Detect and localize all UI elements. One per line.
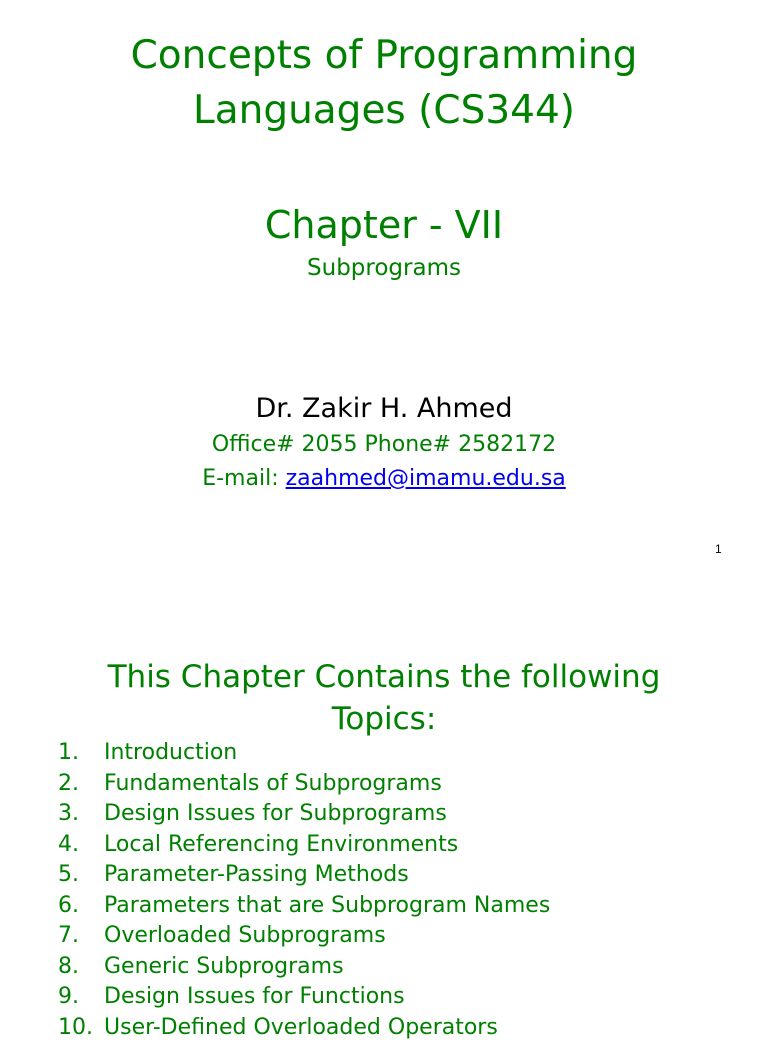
list-item-label: User-Defined Overloaded Operators: [104, 1015, 498, 1040]
course-title: [0, 28, 768, 138]
list-item-label: Design Issues for Functions: [104, 984, 405, 1009]
list-item: [58, 952, 550, 983]
list-item: [58, 738, 550, 769]
topic-list: [58, 738, 550, 1043]
list-item-number: 1.: [58, 738, 104, 769]
list-item: [58, 830, 550, 861]
list-item-number: 3.: [58, 799, 104, 830]
course-title-line2: Languages (CS344): [0, 83, 768, 138]
list-item-label: Local Referencing Environments: [104, 832, 458, 857]
list-item-number: 6.: [58, 891, 104, 922]
list-item-label: Introduction: [104, 740, 237, 765]
office-phone: Office# 2055 Phone# 2582172: [0, 428, 768, 462]
topics-heading-line2: Topics:: [0, 698, 768, 740]
email-label: E-mail:: [202, 466, 278, 491]
list-item-label: Overloaded Subprograms: [104, 923, 386, 948]
list-item-label: Parameter-Passing Methods: [104, 862, 409, 887]
list-item: [58, 982, 550, 1013]
list-item-label: Parameters that are Subprogram Names: [104, 893, 550, 918]
list-item-label: Design Issues for Subprograms: [104, 801, 447, 826]
list-item-number: 8.: [58, 952, 104, 983]
list-item: [58, 769, 550, 800]
chapter-title: Chapter - VII: [0, 203, 768, 247]
list-item-number: 10.: [58, 1013, 104, 1043]
list-item-label: Generic Subprograms: [104, 954, 344, 979]
list-item-number: 4.: [58, 830, 104, 861]
author-name: Dr. Zakir H. Ahmed: [0, 393, 768, 424]
email-link[interactable]: zaahmed@imamu.edu.sa: [286, 466, 566, 491]
list-item-number: 2.: [58, 769, 104, 800]
list-item: [58, 891, 550, 922]
list-item-number: 7.: [58, 921, 104, 952]
email-line: [0, 462, 768, 496]
topics-heading: [0, 656, 768, 740]
course-title-line1: Concepts of Programming: [0, 28, 768, 83]
page-number: 1: [715, 542, 722, 556]
list-item-number: 9.: [58, 982, 104, 1013]
chapter-subtitle: Subprograms: [0, 255, 768, 281]
list-item: [58, 799, 550, 830]
list-item-label: Fundamentals of Subprograms: [104, 771, 442, 796]
list-item: [58, 921, 550, 952]
list-item-number: 5.: [58, 860, 104, 891]
list-item: [58, 1013, 550, 1043]
topics-heading-line1: This Chapter Contains the following: [0, 656, 768, 698]
list-item: [58, 860, 550, 891]
